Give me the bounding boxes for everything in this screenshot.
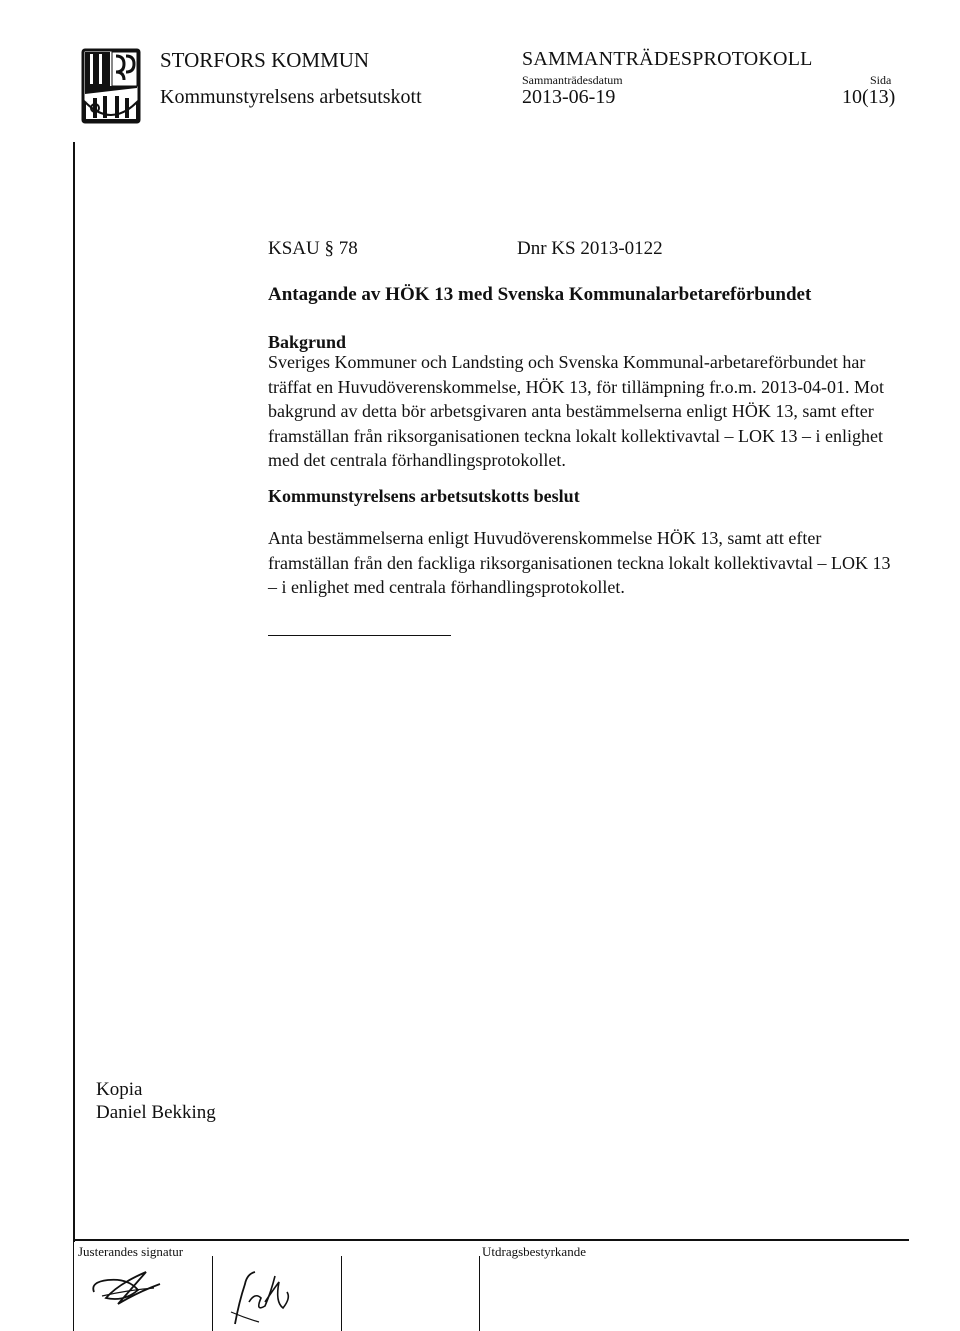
page-label: Sida [870,73,892,87]
decision-text: Anta bestämmelserna enligt Huvudöverenskommelse HÖK 13, samt att efter framställan från den fackliga riksorganisationen teckna lokalt kollektivavtal – LOK 13 – i enlighet med centrala förhandlingsprotokollet. [268,528,891,597]
background-text: Sveriges Kommuner och Landsting och Svenska Kommunal-arbetareförbundet har träffat en Huvudöverenskommelse, HÖK 13, för tillämpning fr.o.m. 2013-04-01. Mot bakgrund av detta bör arbetsgivaren anta bestämmelserna enligt HÖK 13, samt efter framställan från riksorganisationen teckna lokalt kollektivavtal – LOK 13 – i enlighet med det centrala förhandlingsprotokollet. [268,352,885,470]
signature-divider-3 [479,1256,480,1331]
copy-label: Kopia [96,1079,143,1100]
document-type: SAMMANTRÄDESPROTOKOLL [522,48,813,70]
case-title: Antagande av HÖK 13 med Svenska Kommunalarbetareförbundet [268,284,812,305]
signatures-label: Justerandes signatur [78,1244,184,1259]
handwritten-signature-2 [225,1262,305,1330]
meeting-date: 2013-06-19 [522,86,616,108]
page-number: 10(13) [842,86,896,108]
footer-left-border [73,1239,74,1331]
ksau-reference: KSAU § 78 [268,238,358,259]
handwritten-signature-1 [88,1262,168,1310]
signature-divider-1 [212,1256,213,1331]
organization-unit: Kommunstyrelsens arbetsutskott [160,86,422,108]
signature-divider-2 [341,1256,342,1331]
municipality-crest-logo [81,48,141,124]
background-heading: Bakgrund [268,332,347,352]
copy-recipient: Daniel Bekking [96,1102,216,1123]
diary-number: Dnr KS 2013-0122 [517,238,663,259]
meeting-date-label: Sammanträdesdatum [522,73,623,87]
left-margin-line [73,142,75,1242]
decision-heading: Kommunstyrelsens arbetsutskotts beslut [268,486,580,506]
separator-rule [268,635,451,636]
organization-name: STORFORS KOMMUN [160,48,370,72]
extract-certification-label: Utdragsbestyrkande [482,1244,586,1259]
footer-top-line [73,1239,909,1241]
